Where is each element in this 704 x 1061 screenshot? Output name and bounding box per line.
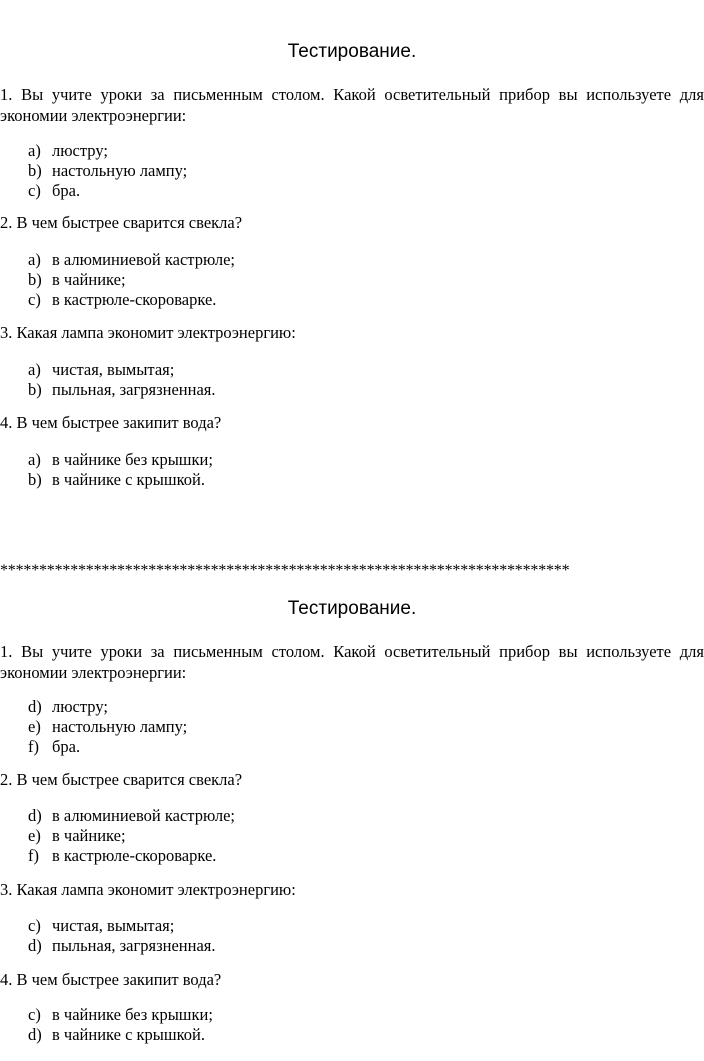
option-letter: b) <box>28 470 42 489</box>
section-2-question-3: 3. Какая лампа экономит электроэнергию: <box>0 880 296 899</box>
answer-option <box>28 806 235 826</box>
option-letter: d) <box>28 806 42 825</box>
option-text: в алюминиевой кастрюле; <box>52 250 235 269</box>
option-text: в алюминиевой кастрюле; <box>52 806 235 825</box>
answer-option <box>28 141 187 161</box>
option-text: в чайнике; <box>52 826 126 845</box>
answer-option <box>28 181 187 201</box>
option-text: в чайнике с крышкой. <box>52 1025 205 1044</box>
option-letter: c) <box>28 290 41 309</box>
option-text: бра. <box>52 181 81 200</box>
answer-option <box>28 936 216 956</box>
option-text: пыльная, загрязненная. <box>52 936 216 955</box>
option-text: в чайнике; <box>52 270 126 289</box>
option-letter: e) <box>28 826 41 845</box>
section-2-question-4: 4. В чем быстрее закипит вода? <box>0 970 222 989</box>
section-2-question-1: 1. Вы учите уроки за письменным столом. Какой осветительный прибор вы используете для экономии электроэнергии: <box>0 642 704 682</box>
section-1-question-4-options <box>28 450 213 490</box>
option-text: люстру; <box>52 141 108 160</box>
option-letter: a) <box>28 360 41 379</box>
answer-option <box>28 380 216 400</box>
option-letter: f) <box>28 737 39 756</box>
section-1-question-3: 3. Какая лампа экономит электроэнергию: <box>0 323 296 342</box>
answer-option <box>28 1005 213 1025</box>
option-letter: c) <box>28 1005 41 1024</box>
option-text: в чайнике без крышки; <box>52 1005 213 1024</box>
section-2-question-1-options <box>28 697 187 757</box>
option-letter: b) <box>28 380 42 399</box>
section-1-question-1-options <box>28 141 187 201</box>
option-letter: b) <box>28 161 42 180</box>
section-1-title: Тестирование. <box>287 41 417 62</box>
separator-line: ************************************************************************* <box>0 562 570 579</box>
answer-option <box>28 1025 213 1045</box>
section-1-question-1: 1. Вы учите уроки за письменным столом. Какой осветительный прибор вы используете для экономии электроэнергии: <box>0 85 704 125</box>
option-text: пыльная, загрязненная. <box>52 380 216 399</box>
option-text: в кастрюле-скороварке. <box>52 846 217 865</box>
answer-option <box>28 846 235 866</box>
answer-option <box>28 161 187 181</box>
answer-option <box>28 737 187 757</box>
answer-option <box>28 250 235 270</box>
section-2-question-3-options <box>28 916 216 956</box>
option-letter: b) <box>28 270 42 289</box>
answer-option <box>28 270 235 290</box>
section-1-question-2: 2. В чем быстрее сварится свекла? <box>0 213 243 232</box>
section-2-question-4-options <box>28 1005 213 1045</box>
option-text: люстру; <box>52 697 108 716</box>
section-1-question-2-options <box>28 250 235 310</box>
option-text: настольную лампу; <box>52 161 188 180</box>
option-text: в кастрюле-скороварке. <box>52 290 217 309</box>
option-letter: f) <box>28 846 39 865</box>
answer-option <box>28 470 213 490</box>
option-letter: c) <box>28 916 41 935</box>
option-text: бра. <box>52 737 81 756</box>
option-letter: c) <box>28 181 41 200</box>
section-2-question-2: 2. В чем быстрее сварится свекла? <box>0 770 243 789</box>
option-text: в чайнике с крышкой. <box>52 470 205 489</box>
answer-option <box>28 290 235 310</box>
option-text: чистая, вымытая; <box>52 360 175 379</box>
option-text: настольную лампу; <box>52 717 188 736</box>
answer-option <box>28 826 235 846</box>
answer-option <box>28 697 187 717</box>
section-1-question-3-options <box>28 360 216 400</box>
answer-option <box>28 916 216 936</box>
answer-option <box>28 717 187 737</box>
option-letter: a) <box>28 250 41 269</box>
option-letter: a) <box>28 141 41 160</box>
option-letter: a) <box>28 450 41 469</box>
option-text: в чайнике без крышки; <box>52 450 213 469</box>
option-letter: e) <box>28 717 41 736</box>
section-1-question-4: 4. В чем быстрее закипит вода? <box>0 413 222 432</box>
answer-option <box>28 360 216 380</box>
option-letter: d) <box>28 1025 42 1044</box>
answer-option <box>28 450 213 470</box>
section-2-question-2-options <box>28 806 235 866</box>
option-letter: d) <box>28 697 42 716</box>
section-2-title: Тестирование. <box>287 598 417 619</box>
option-letter: d) <box>28 936 42 955</box>
option-text: чистая, вымытая; <box>52 916 175 935</box>
